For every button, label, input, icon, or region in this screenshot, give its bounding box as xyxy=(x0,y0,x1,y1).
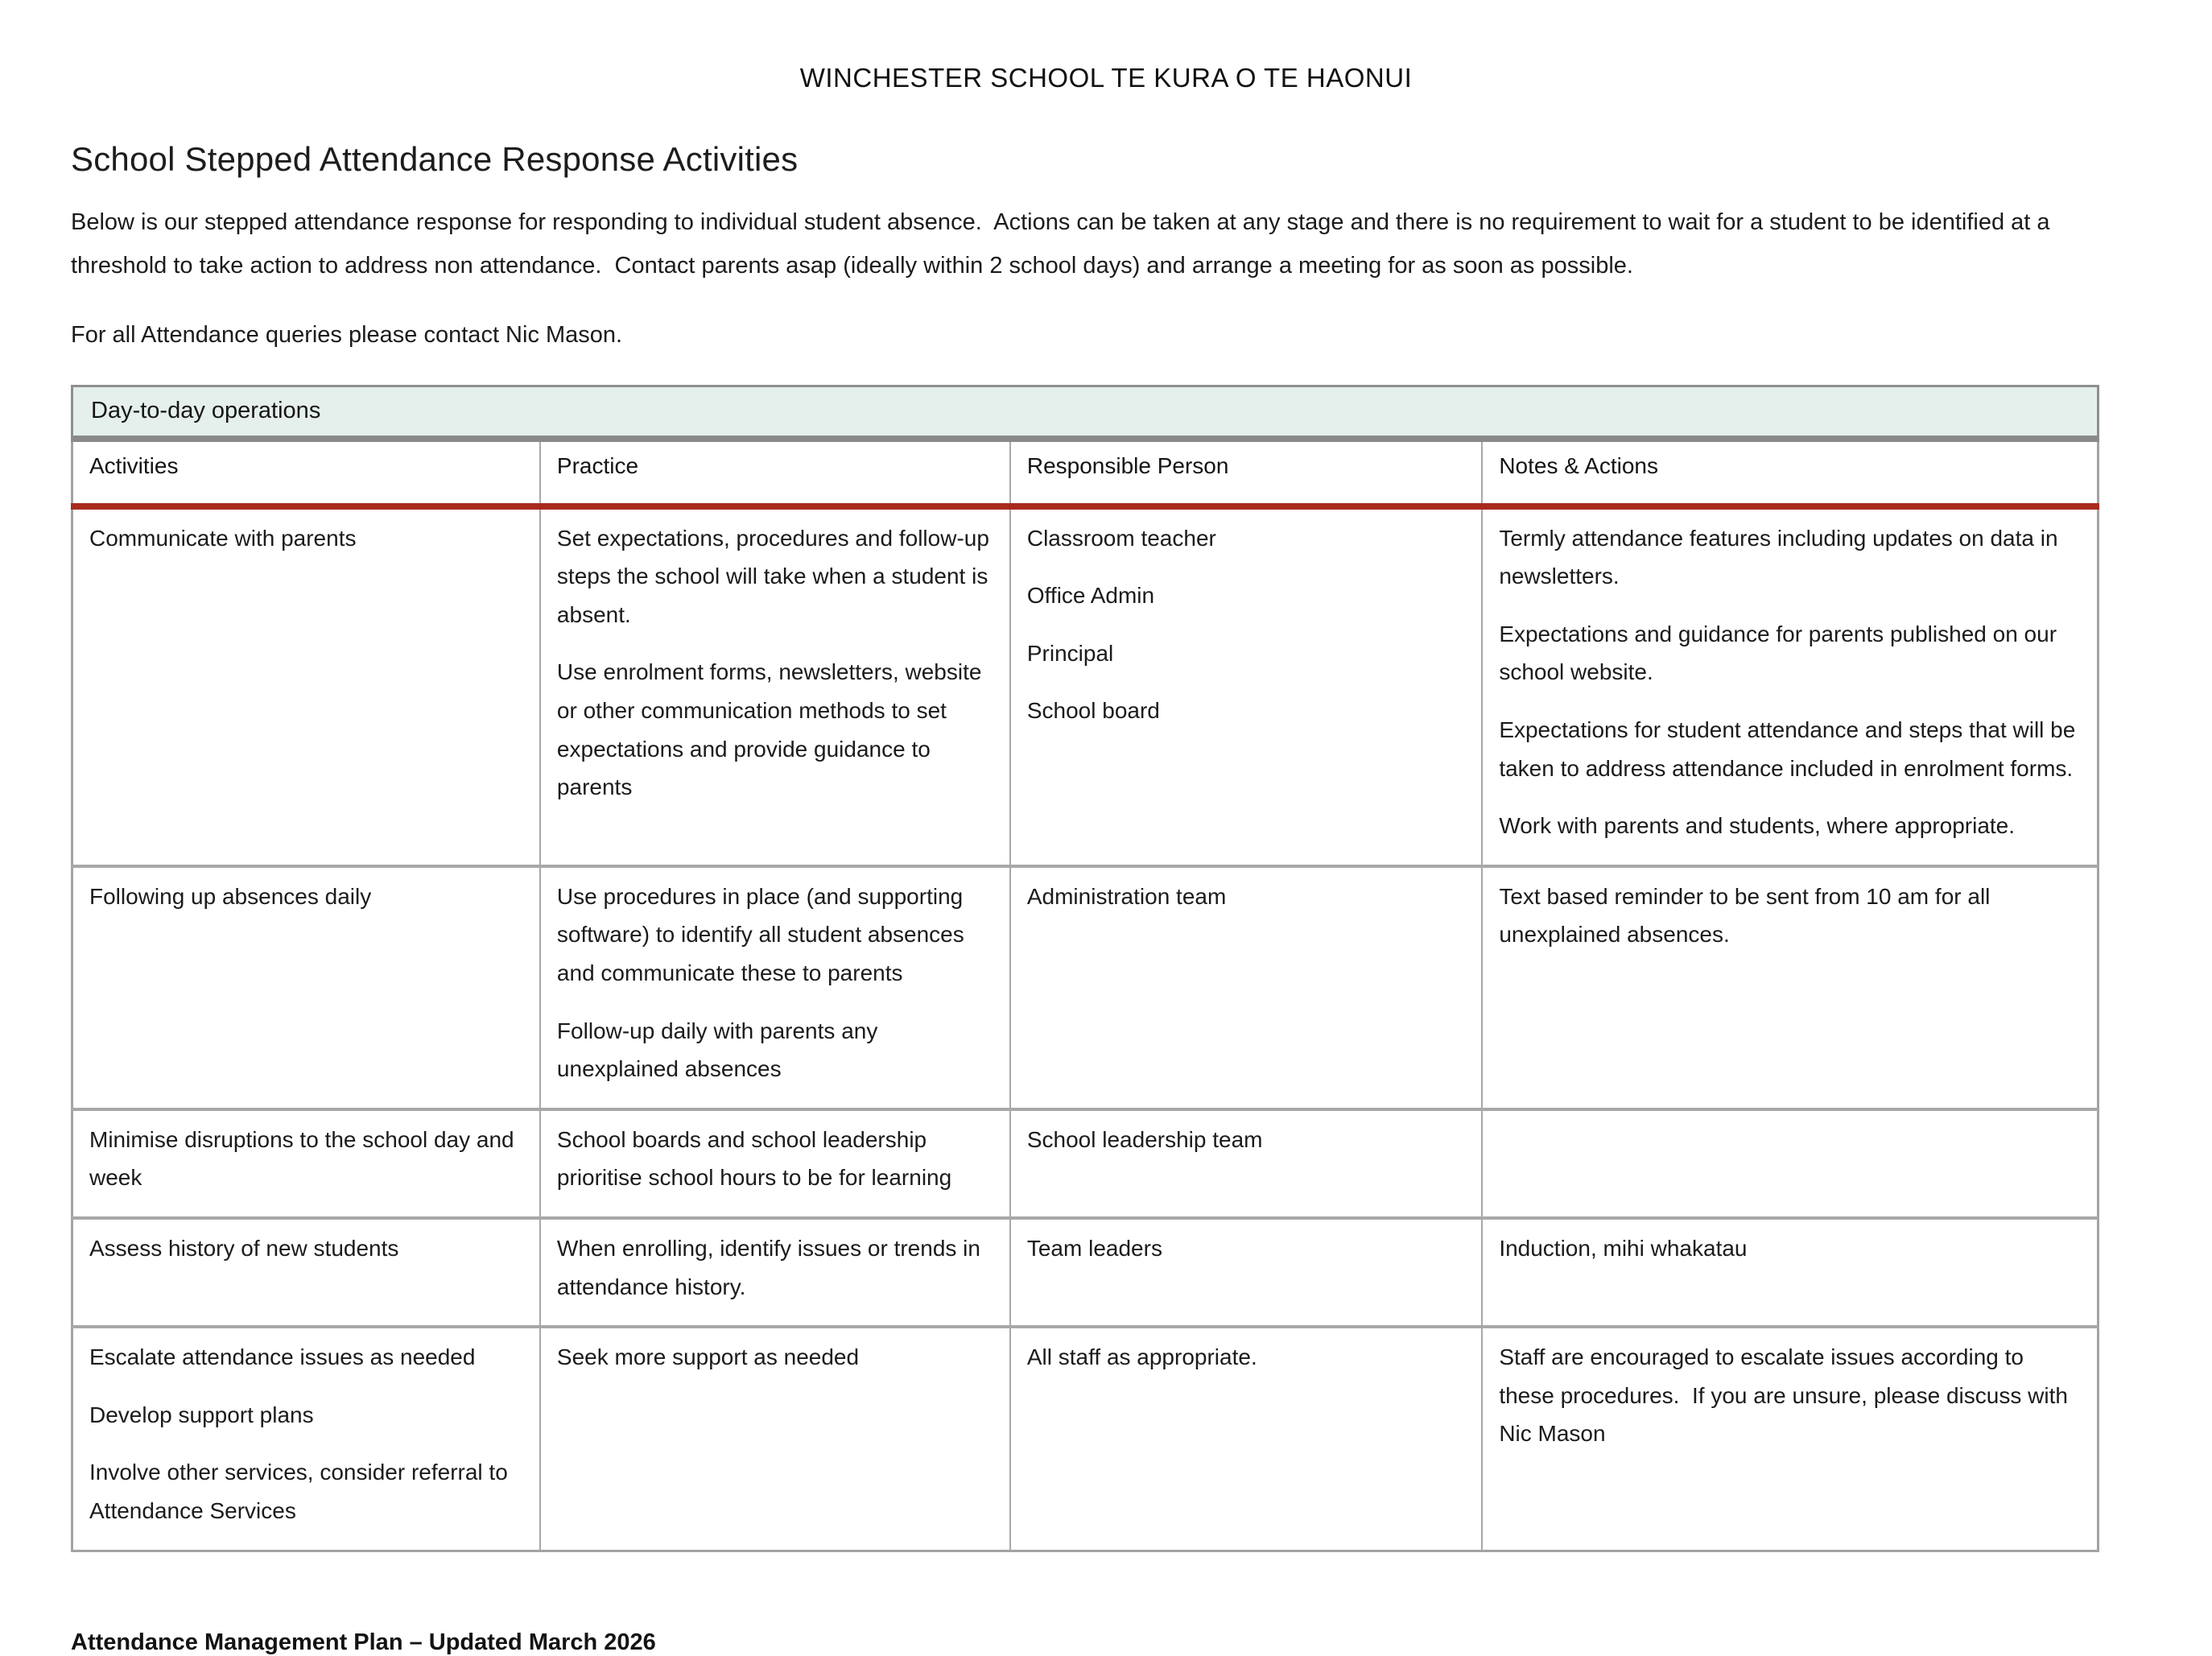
cell-paragraph: Follow-up daily with parents any unexplained absences xyxy=(556,1018,885,1082)
cell-practice xyxy=(540,1109,1010,1218)
table-row xyxy=(72,1109,2099,1218)
cell-paragraph: Work with parents and students, where appropriate. xyxy=(1499,813,2016,839)
page-title: School Stepped Attendance Response Activities xyxy=(71,140,799,178)
document-content xyxy=(71,140,2099,1656)
cell-paragraph: When enrolling, identify issues or trends in attendance history. xyxy=(556,1235,987,1299)
cell-practice xyxy=(540,506,1010,866)
cell-notes xyxy=(1482,506,2098,866)
cell-responsible xyxy=(1010,866,1482,1109)
column-header-activities: Activities xyxy=(72,442,540,506)
cell-paragraph: Text based reminder to be sent from 10 am for all unexplained absences. xyxy=(1499,883,1997,948)
cell-paragraph: All staff as appropriate. xyxy=(1026,1344,1257,1370)
cell-paragraph: Develop support plans xyxy=(89,1402,314,1427)
cell-paragraph: Following up absences daily xyxy=(89,883,372,909)
cell-paragraph: Minimise disruptions to the school day and week xyxy=(89,1126,521,1191)
cell-paragraph: School boards and school leadership prioritise school hours to be for learning xyxy=(556,1126,952,1191)
cell-paragraph: Seek more support as needed xyxy=(556,1344,860,1370)
cell-activities xyxy=(72,506,540,866)
cell-paragraph: Termly attendance features including updates on data in newsletters. xyxy=(1499,525,2065,589)
column-header-notes-actions: Notes & Actions xyxy=(1482,442,2098,506)
cell-activities xyxy=(72,1218,540,1327)
cell-notes xyxy=(1482,1218,2098,1327)
school-name-header: WINCHESTER SCHOOL TE KURA O TE HAONUI xyxy=(799,63,1413,93)
cell-practice xyxy=(540,1327,1010,1551)
column-header-responsible-person: Responsible Person xyxy=(1010,442,1482,506)
contact-line: For all Attendance queries please contact Nic Mason. xyxy=(71,322,623,349)
cell-paragraph: Expectations and guidance for parents published on our school website. xyxy=(1499,621,2063,685)
cell-paragraph: Staff are encouraged to escalate issues according to these procedures. If you are unsure, please discuss with Nic Mason xyxy=(1499,1344,2074,1447)
attendance-table xyxy=(71,442,2099,1552)
document-footer: Attendance Management Plan – Updated March 2026 xyxy=(71,1629,656,1655)
table-body xyxy=(72,506,2099,1551)
table-section-title: Day-to-day operations xyxy=(71,385,2099,442)
cell-paragraph: Communicate with parents xyxy=(89,525,357,551)
cell-paragraph: Principal xyxy=(1026,640,1114,666)
column-header-practice: Practice xyxy=(540,442,1010,506)
cell-paragraph: Escalate attendance issues as needed xyxy=(89,1344,476,1370)
table-row xyxy=(72,506,2099,866)
cell-notes xyxy=(1482,1327,2098,1551)
cell-paragraph: Administration team xyxy=(1026,883,1227,909)
cell-paragraph: Assess history of new students xyxy=(89,1235,399,1261)
intro-paragraph: Below is our stepped attendance response for responding to individual student absence. Actions can be taken at any stage and there is no requirement to wait for a student to be identified at a threshold to take action to address non attendance. Contact parents asap (ideally within 2 school days) and arrange a meeting for as soon as possible. xyxy=(71,209,2057,279)
cell-paragraph: Use enrolment forms, newsletters, website or other communication methods to set expectations and provide guidance to parents xyxy=(556,659,988,800)
cell-paragraph: Use procedures in place (and supporting software) to identify all student absences and communicate these to parents xyxy=(556,883,971,986)
cell-practice xyxy=(540,1218,1010,1327)
cell-paragraph: Office Admin xyxy=(1026,583,1155,609)
table-row xyxy=(72,866,2099,1109)
cell-activities xyxy=(72,866,540,1109)
cell-paragraph: Team leaders xyxy=(1026,1235,1162,1261)
cell-paragraph: Involve other services, consider referral to Attendance Services xyxy=(89,1460,514,1523)
cell-notes xyxy=(1482,866,2098,1109)
cell-responsible xyxy=(1010,506,1482,866)
cell-responsible xyxy=(1010,1327,1482,1551)
table-row xyxy=(72,1218,2099,1327)
table-header-row xyxy=(72,442,2099,506)
cell-paragraph: Set expectations, procedures and follow-up steps the school will take when a student is absent. xyxy=(556,525,996,627)
cell-paragraph: School leadership team xyxy=(1026,1126,1263,1152)
cell-paragraph: Expectations for student attendance and steps that will be taken to address attendance included in enrolment forms. xyxy=(1499,717,2082,781)
cell-activities xyxy=(72,1327,540,1551)
cell-paragraph: Induction, mihi whakatau xyxy=(1499,1235,1748,1261)
cell-practice xyxy=(540,866,1010,1109)
cell-paragraph: Classroom teacher xyxy=(1026,525,1216,551)
table-row xyxy=(72,1327,2099,1551)
cell-notes xyxy=(1482,1109,2098,1218)
cell-paragraph: School board xyxy=(1026,698,1160,724)
cell-responsible xyxy=(1010,1218,1482,1327)
cell-activities xyxy=(72,1109,540,1218)
cell-responsible xyxy=(1010,1109,1482,1218)
